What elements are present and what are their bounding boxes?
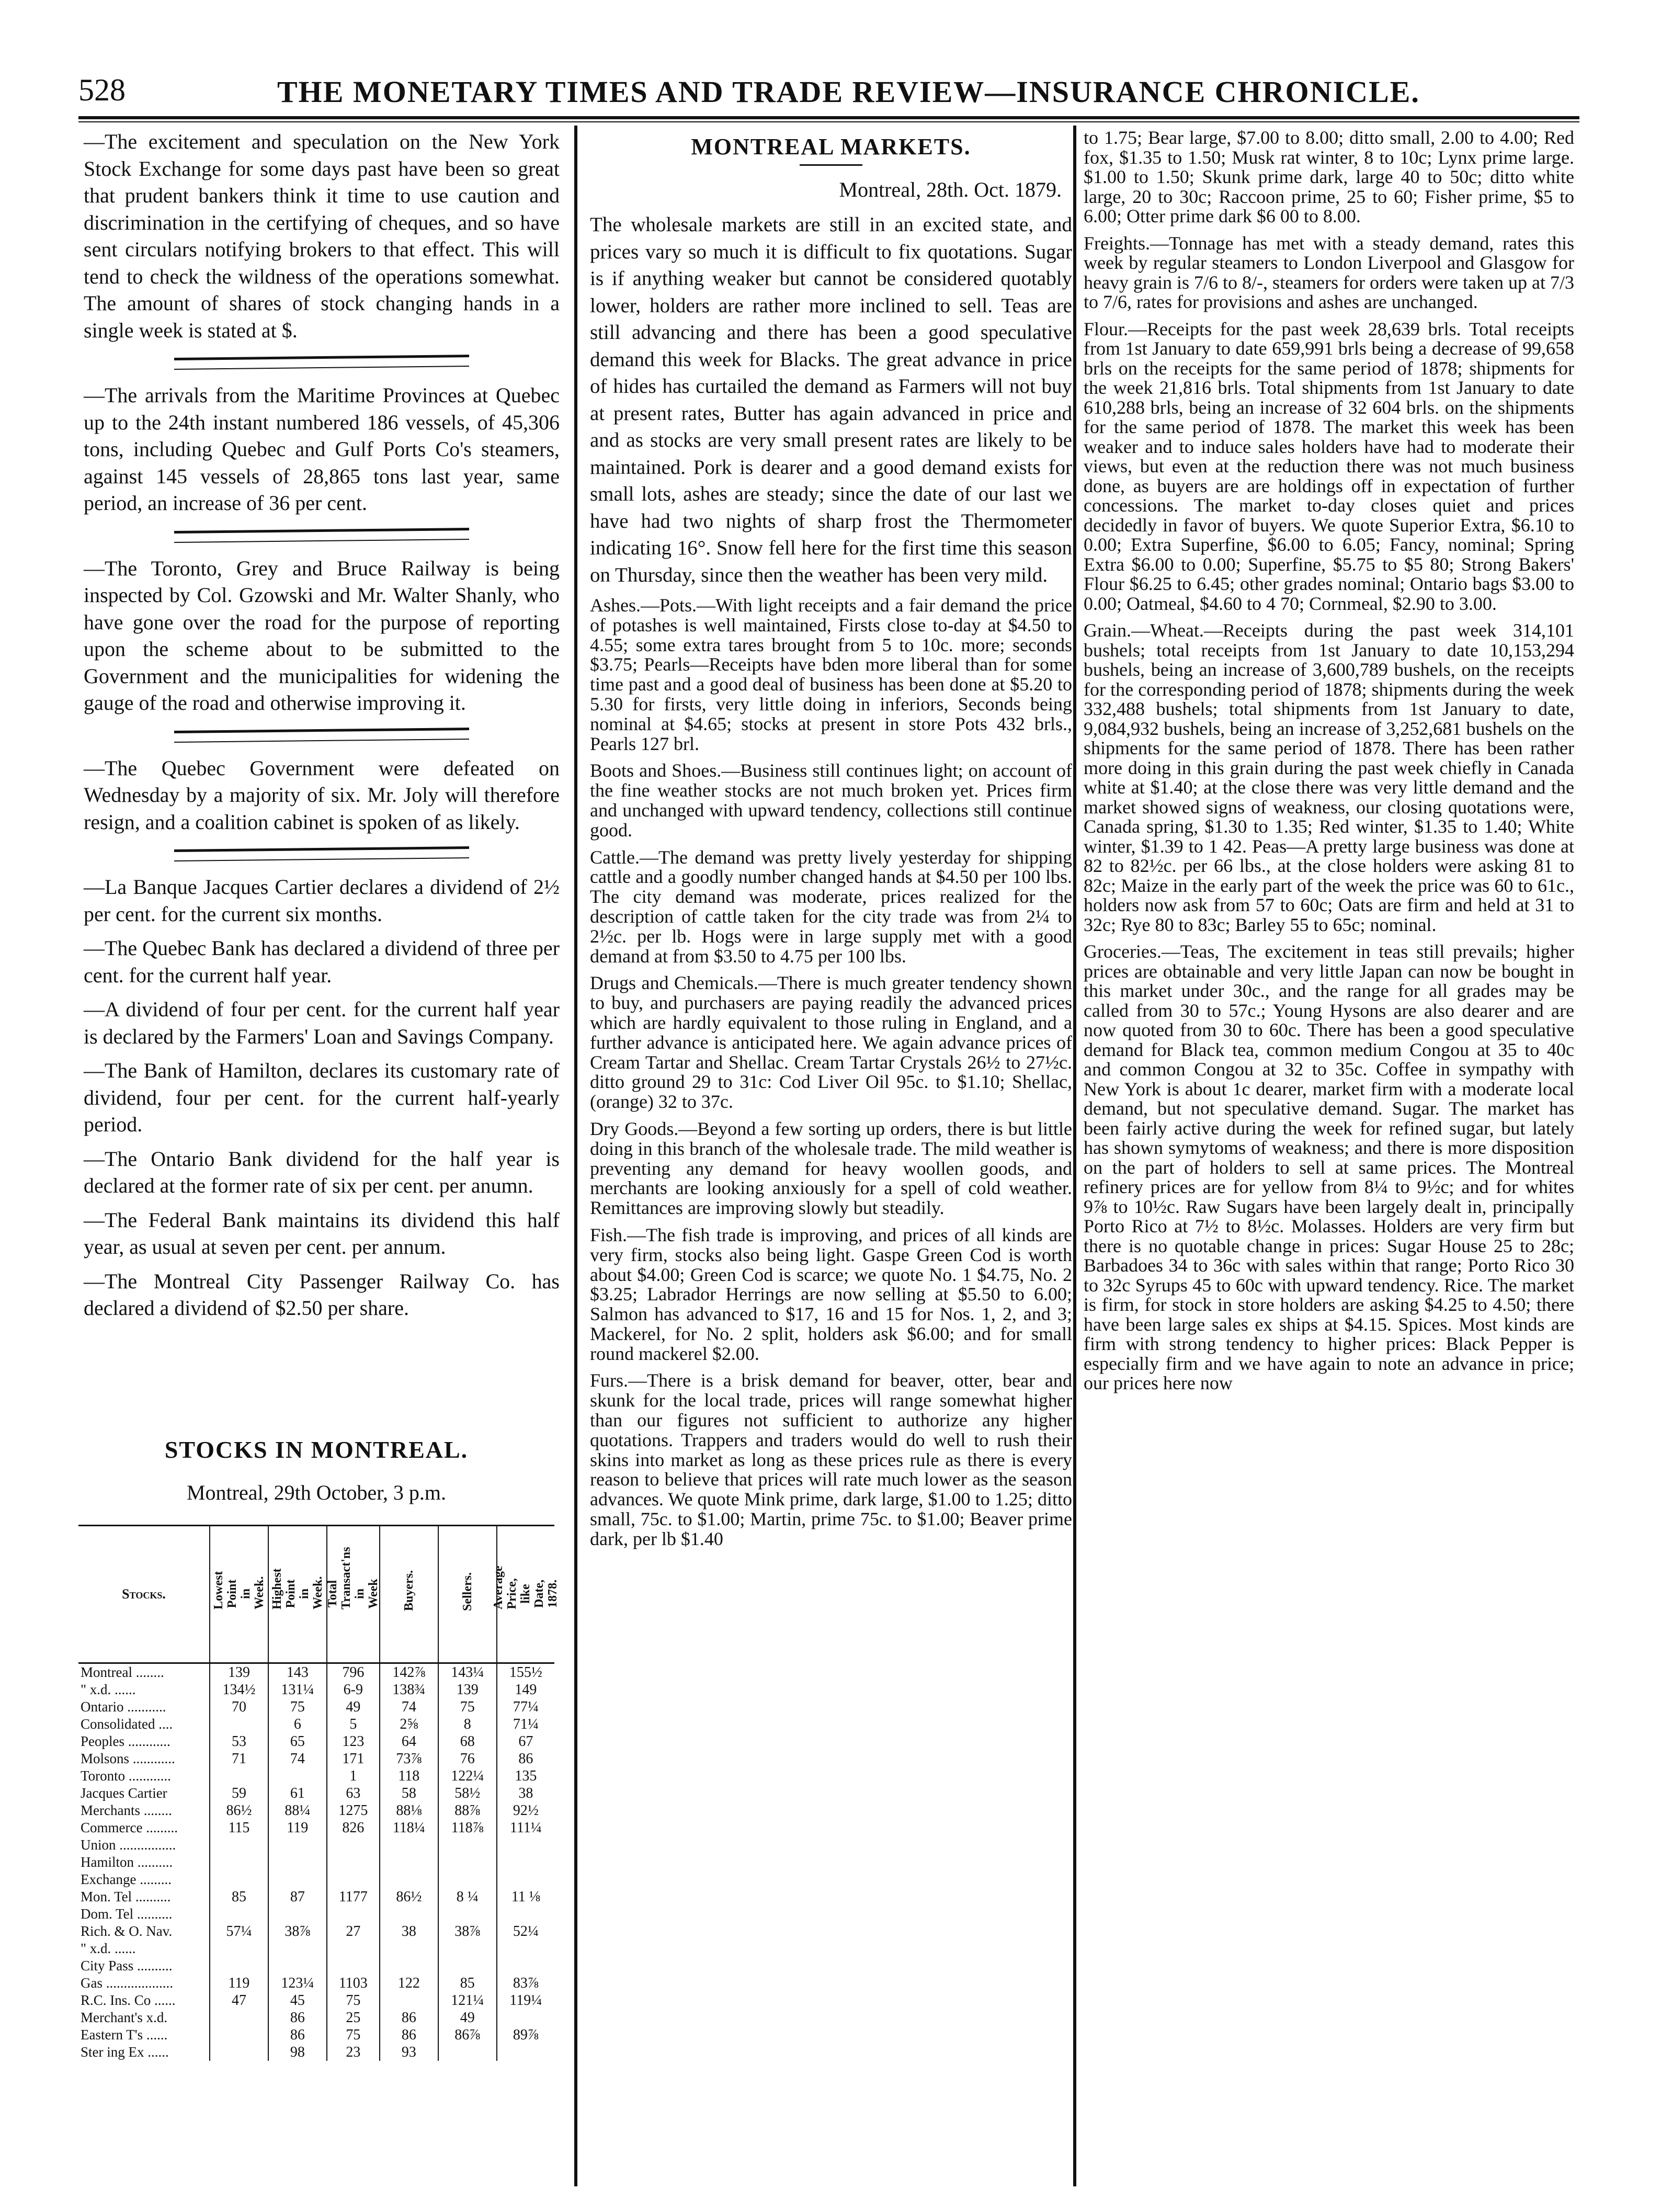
stocks-row	[78, 1663, 554, 1682]
stock-value	[497, 1957, 554, 1975]
market-report: Ashes.—Pots.—With light receipts and a fair demand the price of potashes is well maintained, Firsts close to-day at $4.50 to 4.55; some extra tares brought from 5 to 10c. more; seconds $3.75; Pearls—Receipts have bden more liberal than for some time past and a good deal of business has been done at $5.20 to 5.30 for firsts, very little doing in inferiors, Seconds being nominal at $4.65; stocks at present in store Pots 432 brls., Pearls 127 brl.	[590, 595, 1072, 754]
stock-value: 75	[268, 1698, 327, 1716]
market-report: Grain.—Wheat.—Receipts during the past week 314,101 bushels; total receipts from 1st January to date 10,153,294 bushels, being an increase of 3,600,789 bushels, on the receipts for the corresponding period of 1878; shipments during the week 332,488 bushels; total shipments from 1st January to date, 9,084,932 bushels, being an increase of 3,252,681 bushels on the shipments for the same period of 1878. There has been rather more doing in this grain during the past week chiefly in Canada white at $1.40; at the close there was very little demand and the market showed signs of weakness, our closing quotations were, Canada spring, $1.30 to 1.35; Red winter, $1.35 to 1.40; White winter, $1.39 to 1 42. Peas—A pretty large business was done at 82 to 82½c. per 66 lbs., at the close holders were asking 81 to 82c; Maize in the early part of the week the price was 60 to 61c., holders now ask from 57 to 60c; Oats are firm and held at 31 to 32c; Rye 80 to 83c; Barley 55 to 65c; nominal.	[1084, 620, 1574, 935]
stocks-row	[78, 1802, 554, 1819]
stock-value: 49	[327, 1698, 380, 1716]
stock-value: 74	[268, 1750, 327, 1767]
stock-value: 155½	[497, 1663, 554, 1682]
stock-value: 27	[327, 1923, 380, 1940]
stock-value: 171	[327, 1750, 380, 1767]
stock-value: 65	[268, 1733, 327, 1750]
stock-value: 75	[438, 1698, 497, 1716]
stocks-row	[78, 1905, 554, 1923]
stock-value	[438, 2044, 497, 2061]
stock-value: 47	[210, 1992, 268, 2009]
stock-value: 86	[268, 2009, 327, 2026]
stock-name: Molsons ............	[81, 1751, 175, 1766]
stock-name: Mon. Tel ..........	[81, 1889, 171, 1904]
stock-value: 88⅞	[438, 1802, 497, 1819]
stock-name: Merchant's x.d.	[81, 2010, 168, 2025]
news-item: —The arrivals from the Maritime Provinces at Quebec up to the 24th instant numbered 186 vessels, of 45,306 tons, including Quebec and Gulf Ports Co's steamers, against 145 vessels of 28,865 tons last year, same period, an increase of 36 per cent.	[84, 383, 560, 515]
stock-name: Montreal ........	[81, 1664, 164, 1680]
stocks-row	[78, 1871, 554, 1888]
stock-value: 143¼	[438, 1663, 497, 1682]
stock-name: Toronto ............	[81, 1768, 171, 1784]
stock-value: 74	[380, 1698, 438, 1716]
stock-value: 52¼	[497, 1923, 554, 1940]
stock-value	[210, 2009, 268, 2026]
stocks-row	[78, 1923, 554, 1940]
market-report: to 1.75; Bear large, $7.00 to 8.00; ditto small, 2.00 to 4.00; Red fox, $1.35 to 1.50; Musk rat winter, 8 to 10c; Lynx prime large. $1.00 to 1.50; Skunk prime dark, large 40 to 50c; ditto white large, 20 to 30c; Raccoon prime, 25 to 60; Fisher prime, $5 to 6.00; Otter prime dark $6 00 to 8.00.	[1084, 127, 1574, 226]
stock-value: 131¼	[268, 1681, 327, 1698]
stock-value: 73⅞	[380, 1750, 438, 1767]
stock-value: 92½	[497, 1802, 554, 1819]
news-item: —The Ontario Bank dividend for the half year is declared at the former rate of six per cent. per anumn.	[84, 1147, 560, 1197]
stock-value	[268, 1854, 327, 1871]
stock-value	[327, 1940, 380, 1957]
stock-value	[210, 1854, 268, 1871]
column-left	[84, 128, 560, 1329]
market-report: Boots and Shoes.—Business still continues light; on account of the fine weather stocks are not much broken yet. Prices firm and unchanged with upward tendency, collections still continue good.	[590, 760, 1072, 841]
stock-value: 118	[380, 1767, 438, 1785]
column-right	[1084, 128, 1574, 1401]
stocks-row	[78, 1750, 554, 1767]
stock-value: 138¾	[380, 1681, 438, 1698]
stock-value: 38⅞	[438, 1923, 497, 1940]
stock-value: 63	[327, 1785, 380, 1802]
page-header	[78, 72, 1579, 114]
stock-name: Eastern T's ......	[81, 2027, 168, 2043]
stock-value: 70	[210, 1698, 268, 1716]
stock-value	[210, 2026, 268, 2044]
stock-value: 25	[327, 2009, 380, 2026]
column-divider-1	[574, 126, 577, 2186]
stock-value: 1	[327, 1767, 380, 1785]
stock-name: Rich. & O. Nav.	[81, 1923, 173, 1939]
item-separator	[174, 728, 469, 743]
stock-value: 38	[497, 1785, 554, 1802]
stock-value	[210, 1767, 268, 1785]
news-item: —The Federal Bank maintains its dividend this half year, as usual at seven per cent. per annum.	[84, 1208, 560, 1258]
stock-value	[268, 1836, 327, 1854]
news-item: —The Toronto, Grey and Bruce Railway is being inspected by Col. Gzowski and Mr. Walter Shanly, who have gone over the road for the purpose of reporting upon the scheme about to be submitted to the Government and the municipalities for widening the gauge of the road and otherwise improving it.	[84, 556, 560, 714]
stock-value	[497, 1836, 554, 1854]
stocks-row	[78, 1767, 554, 1785]
news-item: —The Montreal City Passenger Railway Co. has declared a dividend of $2.50 per share.	[84, 1269, 560, 1320]
stock-value	[497, 1854, 554, 1871]
stock-value: 143	[268, 1663, 327, 1682]
stocks-row	[78, 1975, 554, 1992]
stock-value: 8	[438, 1716, 497, 1733]
stock-value	[497, 1940, 554, 1957]
stock-value	[497, 1905, 554, 1923]
market-report: Flour.—Receipts for the past week 28,639 brls. Total receipts from 1st January to date 659,991 brls being a decrease of 99,658 brls on the receipts for the same period of 1878; shipments for the week 21,816 brls. Total shipments from 1st January to date 610,288 brls, being an increase of 32 604 brls. on the shipments for the same period of 1878. The market this week has been weaker and to induce sales holders have had to moderate their views, but even at the reduction there was not much business done, as buyers are are holdings off in expectation of further concessions. The market to-day closes quiet and prices decidedly in favor of buyers. We quote Superior Extra, $6.10 to 0.00; Extra Superfine, $6.00 to 6.05; Fancy, nominal; Spring Extra $6.00 to 0.00; Superfine, $5.75 to $5 80; Strong Bakers' Flour $6.25 to 6.45; other grades nominal; Ontario bags $3.00 to 0.00; Oatmeal, $4.60 to 4 70; Cornmeal, $2.90 to 3.00.	[1084, 318, 1574, 614]
stock-value: 11 ⅛	[497, 1888, 554, 1905]
stock-value: 49	[438, 2009, 497, 2026]
stock-value: 71¼	[497, 1716, 554, 1733]
stock-value: 87	[268, 1888, 327, 1905]
column-middle	[590, 128, 1072, 1557]
stock-value: 86½	[380, 1888, 438, 1905]
stocks-heading: STOCKS IN MONTREAL.	[164, 1436, 469, 1463]
stocks-table	[78, 1525, 560, 2061]
stock-value: 134½	[210, 1681, 268, 1698]
stock-value	[210, 1836, 268, 1854]
stock-value: 57¼	[210, 1923, 268, 1940]
stock-value	[327, 1871, 380, 1888]
stock-value	[497, 1871, 554, 1888]
news-item: —The Quebec Government were defeated on Wednesday by a majority of six. Mr. Joly will therefore resign, and a coalition cabinet is spoken of as likely.	[84, 756, 560, 834]
stock-value	[327, 1957, 380, 1975]
stock-value	[438, 1871, 497, 1888]
stock-name: Dom. Tel ..........	[81, 1906, 173, 1922]
stocks-row	[78, 1888, 554, 1905]
stock-value: 71	[210, 1750, 268, 1767]
stock-value	[380, 1871, 438, 1888]
stock-value: 135	[497, 1767, 554, 1785]
stock-value: 122	[380, 1975, 438, 1992]
stock-value: 1275	[327, 1802, 380, 1819]
stocks-row	[78, 1733, 554, 1750]
stock-value: 53	[210, 1733, 268, 1750]
column-divider-2	[1073, 126, 1076, 2186]
stock-value: 38	[380, 1923, 438, 1940]
market-report: Fish.—The fish trade is improving, and prices of all kinds are very firm, stocks also being light. Gaspe Green Cod is worth about $4.00; Green Cod is scarce; we quote No. 1 $4.75, No. 2 $3.25; Labrador Herrings are now selling at $5.50 to 6.00; Salmon has advanced to $17, 16 and 15 for Nos. 1, 2, and 3; Mackerel, for No. 2 split, holders ask $6.00; and for small round mackerel $2.00.	[590, 1224, 1072, 1364]
stocks-row	[78, 1836, 554, 1854]
stocks-row	[78, 2044, 554, 2061]
stock-value	[268, 1905, 327, 1923]
stock-value: 111¼	[497, 1819, 554, 1836]
news-item: —The excitement and speculation on the New York Stock Exchange for some days past have been so great that prudent bankers think it time to use caution and discrimination in the certifying of cheques, and so have sent circulars notifying brokers to that effect. This will tend to check the wildness of the operations somewhat. The amount of shares of stock changing hands in a single week is stated at $.	[84, 130, 560, 342]
stock-value	[438, 1940, 497, 1957]
news-item: —The Quebec Bank has declared a dividend of three per cent. for the current half year.	[84, 936, 560, 987]
stock-value: 5	[327, 1716, 380, 1733]
stock-name: " x.d. ......	[81, 1941, 136, 1956]
stock-value: 85	[210, 1888, 268, 1905]
stock-value: 86⅞	[438, 2026, 497, 2044]
stock-value	[210, 1957, 268, 1975]
market-report: Groceries.—Teas, The excitement in teas still prevails; higher prices are obtainable and very little Japan can now be bought in this market under 30c., and the range for all grades may be called from 30 to 57c.; Young Hysons are also dearer and are now quoted from 30 to 60c. There has been a good speculative demand for Black tea, common medium Congou at 35 to 40c and common Congou at 32 to 35c. Coffee in sympathy with New York is about 1c dearer, market firm with a moderate local demand, but not speculative demand. Sugar. The market has been fairly active during the week for refined sugar, but lately has shown symytoms of weakness; and there is more disposition on the part of holders to sell at same prices. The Montreal refinery prices are for yellow from 8¼ to 9½c; and for whites 9⅞ to 10½c. Raw Sugars have been largely dealt in, principally Porto Rico at 7½ to 8½c. Molasses. Holders are very firm but there is no quotable change in prices: Sugar House 25 to 28c; Barbadoes 34 to 36c with sales within that range; Porto Rico 30 to 32c Syrups 45 to 60c with upward tendency. Rice. The market is firm, for stock in store holders are asking $4.25 to 4.50; there have been large sales ex ships at $4.15. Spices. Most kinds are firm with strong tendency to higher prices: Black Pepper is especially firm and we have again to note an advance in price; our prices here now	[1084, 941, 1574, 1393]
stock-value: 139	[438, 1681, 497, 1698]
stock-value: 8 ¼	[438, 1888, 497, 1905]
stock-value	[497, 2009, 554, 2026]
stock-value: 122¼	[438, 1767, 497, 1785]
market-report: Freights.—Tonnage has met with a steady demand, rates this week by regular steamers to London Liverpool and Glasgow for heavy grain is 7/6 to 8/-, steamers for orders were taken up at 7/3 to 7/6, rates for provisions and ashes are unchanged.	[1084, 232, 1574, 312]
stock-value	[268, 1767, 327, 1785]
stock-value: 86	[380, 2026, 438, 2044]
heading-rule	[800, 164, 862, 166]
stock-name: Commerce .........	[81, 1820, 178, 1835]
item-separator	[174, 528, 469, 543]
stock-value: 796	[327, 1663, 380, 1682]
stock-value	[210, 1716, 268, 1733]
stocks-dateline: Montreal, 29th October, 3 p.m.	[186, 1481, 447, 1504]
item-separator	[174, 355, 469, 370]
stock-value	[438, 1905, 497, 1923]
stock-value: 67	[497, 1733, 554, 1750]
stock-value: 88¼	[268, 1802, 327, 1819]
markets-dateline: Montreal, 28th. Oct. 1879.	[839, 178, 1062, 201]
stock-value: 1103	[327, 1975, 380, 1992]
stock-name: Exchange .........	[81, 1871, 172, 1887]
stock-value	[268, 1871, 327, 1888]
stock-value	[380, 1992, 438, 2009]
stock-value: 123¼	[268, 1975, 327, 1992]
stocks-row	[78, 2009, 554, 2026]
stock-name: R.C. Ins. Co ......	[81, 1992, 176, 2008]
stock-name: City Pass ..........	[81, 1958, 173, 1973]
news-item: —The Bank of Hamilton, declares its customary rate of dividend, four per cent. for the current half-yearly period.	[84, 1059, 560, 1136]
stocks-row	[78, 1785, 554, 1802]
stocks-col-header: Highest Point in Week.	[268, 1526, 327, 1663]
stock-value: 76	[438, 1750, 497, 1767]
markets-heading: MONTREAL MARKETS.	[691, 134, 971, 160]
stock-value: 1177	[327, 1888, 380, 1905]
stock-value: 77¼	[497, 1698, 554, 1716]
stock-value	[380, 1836, 438, 1854]
stock-value	[380, 1854, 438, 1871]
stock-value: 75	[327, 2026, 380, 2044]
stock-value: 86	[268, 2026, 327, 2044]
stock-name: Consolidated ....	[81, 1716, 173, 1732]
stocks-header-row	[78, 1526, 554, 1663]
stock-value: 123	[327, 1733, 380, 1750]
stock-value: 149	[497, 1681, 554, 1698]
market-report: Drugs and Chemicals.—There is much greater tendency shown to buy, and purchasers are paying readily the advanced prices which are hardly equivalent to those ruling in England, and a further advance is anticipated here. We again advance prices of Cream Tartar and Shellac. Cream Tartar Crystals 26½ to 27½c. ditto ground 29 to 31c: Cod Liver Oil 95c. to $1.10; Shellac, (orange) 32 to 37c.	[590, 972, 1072, 1113]
stock-name: " x.d. ......	[81, 1682, 136, 1697]
stocks-row	[78, 1698, 554, 1716]
stock-value: 83⅞	[497, 1975, 554, 1992]
stock-value: 58	[380, 1785, 438, 1802]
stock-value: 119	[268, 1819, 327, 1836]
stock-value	[210, 1940, 268, 1957]
stock-value: 119¼	[497, 1992, 554, 2009]
stock-value: 45	[268, 1992, 327, 2009]
stock-value: 6	[268, 1716, 327, 1733]
stock-value: 23	[327, 2044, 380, 2061]
stock-value: 118⅞	[438, 1819, 497, 1836]
stocks-row	[78, 1854, 554, 1871]
stock-value: 115	[210, 1819, 268, 1836]
stock-value: 86½	[210, 1802, 268, 1819]
stock-value	[380, 1957, 438, 1975]
stocks-row	[78, 1992, 554, 2009]
stock-value	[327, 1905, 380, 1923]
stock-value	[438, 1836, 497, 1854]
stocks-col-header: Stocks.	[78, 1526, 210, 1663]
news-item: —A dividend of four per cent. for the current half year is declared by the Farmers' Loan and Savings Company.	[84, 997, 560, 1048]
stock-value: 98	[268, 2044, 327, 2061]
stocks-col-header: Lowest Point in Week.	[210, 1526, 268, 1663]
stock-value: 75	[327, 1992, 380, 2009]
stock-value: 38⅞	[268, 1923, 327, 1940]
stock-value: 59	[210, 1785, 268, 1802]
stock-value: 58½	[438, 1785, 497, 1802]
stock-value: 89⅞	[497, 2026, 554, 2044]
stock-value: 121¼	[438, 1992, 497, 2009]
stock-name: Merchants ........	[81, 1802, 172, 1818]
stock-value	[380, 1905, 438, 1923]
stock-value: 118¼	[380, 1819, 438, 1836]
stock-value: 85	[438, 1975, 497, 1992]
stock-value	[268, 1957, 327, 1975]
stock-value: 86	[497, 1750, 554, 1767]
stock-value	[210, 1871, 268, 1888]
stock-value: 6-9	[327, 1681, 380, 1698]
page-number: 528	[78, 73, 126, 107]
markets-intro: The wholesale markets are still in an excited state, and prices vary so much it is difficult to fix quotations. Sugar is if anything weaker but cannot be considered quotably lower, holders are rather more inclined to sell. Teas are still advancing and there has been a good speculative demand this week for Blacks. The great advance in price of hides has curtailed the demand as Farmers will not buy at present rates, Butter has again advanced in price and and as stocks are very small present rates are likely to be maintained. Pork is dearer and a good demand exists for small lots, ashes are steady; since the date of our last we have had two nights of sharp frost the Thermometer indicating 16°. Snow fell here for the first time this season on Thursday, since then the weather has been very mild.	[590, 213, 1072, 586]
stock-value: 93	[380, 2044, 438, 2061]
stock-value: 88⅛	[380, 1802, 438, 1819]
stock-name: Gas ...................	[81, 1975, 173, 1991]
stocks-row	[78, 1957, 554, 1975]
stock-value	[268, 1940, 327, 1957]
stock-value	[210, 2044, 268, 2061]
news-item: —La Banque Jacques Cartier declares a dividend of 2½ per cent. for the current six months.	[84, 875, 560, 926]
stocks-col-header: Average Price, like Date, 1878.	[497, 1526, 554, 1663]
stock-value: 61	[268, 1785, 327, 1802]
stock-name: Ontario ...........	[81, 1699, 166, 1715]
stock-value	[438, 1854, 497, 1871]
stocks-col-header: Total Transact'ns in Week	[327, 1526, 380, 1663]
stocks-row	[78, 1681, 554, 1698]
stock-value	[210, 1905, 268, 1923]
market-report: Dry Goods.—Beyond a few sorting up orders, there is but little doing in this branch of the wholesale trade. The mild weather is preventing any demand for heavy woollen goods, and merchants are looking anxiously for a spell of cold weather. Remittances are improving slowly but steadily.	[590, 1118, 1072, 1219]
stocks-row	[78, 1819, 554, 1836]
stock-value: 139	[210, 1663, 268, 1682]
stock-value: 2⅝	[380, 1716, 438, 1733]
stock-value: 64	[380, 1733, 438, 1750]
stock-value: 68	[438, 1733, 497, 1750]
stock-value	[438, 1957, 497, 1975]
stock-name: Peoples ............	[81, 1733, 170, 1749]
stock-name: Jacques Cartier	[81, 1785, 167, 1801]
market-report: Furs.—There is a brisk demand for beaver, otter, bear and skunk for the local trade, prices will range somewhat higher than our figures not sufficient to authorize any higher quotations. Trappers and traders would do well to rush their skins into market as long as these prices rule as there is every reason to believe that prices will rate much lower as the season advances. We quote Mink prime, dark large, $1.00 to 1.25; ditto small, 75c. to $1.00; Martin, prime 75c. to $1.00; Beaver prime dark, per lb $1.40	[590, 1370, 1072, 1549]
stock-value: 142⅞	[380, 1663, 438, 1682]
stock-value	[327, 1854, 380, 1871]
publication-title: THE MONETARY TIMES AND TRADE REVIEW—INSURANCE CHRONICLE.	[277, 75, 1420, 109]
stock-value: 86	[380, 2009, 438, 2026]
stock-value: 826	[327, 1819, 380, 1836]
stock-name: Ster ing Ex ......	[81, 2044, 169, 2060]
market-report: Cattle.—The demand was pretty lively yesterday for shipping cattle and a goodly number changed hands at $4.50 per 100 lbs. The city demand was moderate, prices realized for the description of cattle taken for the city trade was from 2¼ to 2½c. per lb. Hogs were in large supply met with a good demand at from $3.50 to 4.75 per 100 lbs.	[590, 846, 1072, 967]
stock-value	[380, 1940, 438, 1957]
stock-value	[497, 2044, 554, 2061]
stocks-col-header: Buyers.	[380, 1526, 438, 1663]
stock-name: Hamilton ..........	[81, 1854, 173, 1870]
stocks-row	[78, 1940, 554, 1957]
header-rule-thick	[78, 116, 1579, 119]
stock-value: 119	[210, 1975, 268, 1992]
item-separator	[174, 846, 469, 861]
stocks-row	[78, 2026, 554, 2044]
stock-value	[327, 1836, 380, 1854]
stocks-col-header: Sellers.	[438, 1526, 497, 1663]
stocks-row	[78, 1716, 554, 1733]
stock-name: Union ................	[81, 1837, 176, 1853]
header-rule-thin	[78, 121, 1579, 122]
